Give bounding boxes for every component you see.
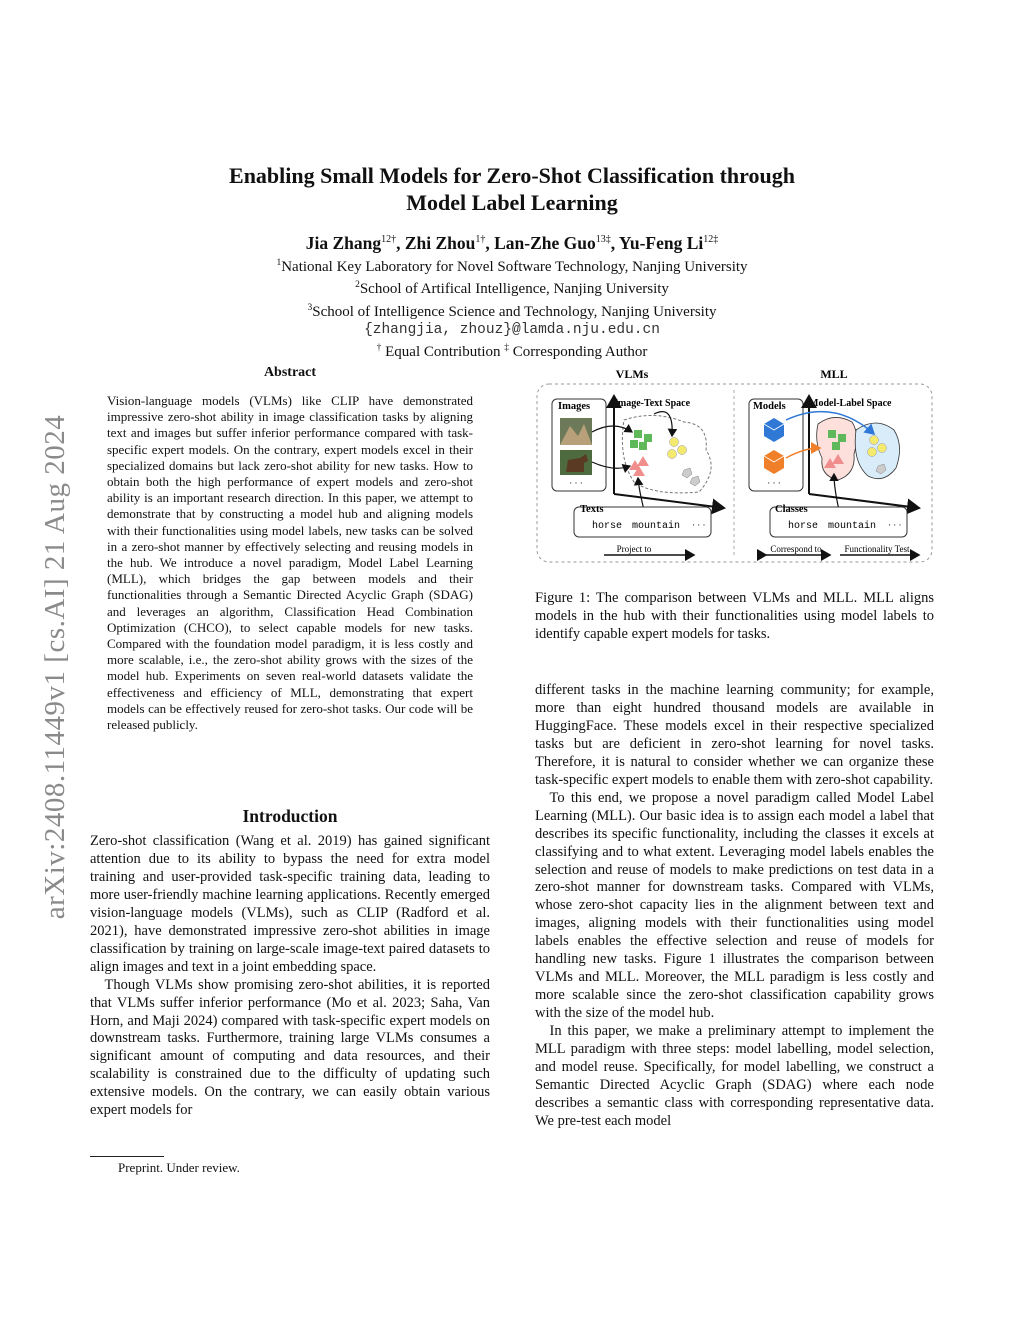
correspond-to-label: Correspond to <box>770 544 822 554</box>
paper-title <box>150 162 874 216</box>
texts-label: Texts <box>580 504 604 515</box>
yellow-dot <box>670 438 679 447</box>
text-arrow <box>654 412 672 436</box>
figure-1 <box>534 362 934 572</box>
author: Yu-Feng $Li^{12\ddagger}$ <box>618 233 719 253</box>
abstract-text: Vision-language models (VLMs) like CLIP have demonstrated impressive zero-shot ability in image classification tasks by aligning text and images but suffer inferior performance compared with task-specific expert models. On the contrary, expert models excel in their specialized domains but lack zero-shot ability for new tasks. How to obtain both the high performance of expert models and zero-shot ability is an important research direction. In this paper, we attempt to demonstrate that by constructing a model hub and aligning models with their functionalities using model labels, new tasks can be solved in a zero-shot manner by effectively selecting and reusing models in the hub. We introduce a novel paradigm, Model Label Learning (MLL), which bridges the gap between models and their functionalities through a Semantic Directed Acyclic Graph (SDAG) and leverages an algorithm, Classification Head Combination Optimization (CHCO), to select capable models for new tasks. Compared with the foundation model paradigm, it is less costly and more scalable, i.e., the zero-shot ability grows with the sizes of the model hub. Experiments on seven real-world datasets validate the effectiveness and efficiency of MLL, demonstrating that expert models can be effectively reused for zero-shot tasks. Our code will be released publicly. <box>107 393 473 733</box>
paragraph: Though VLMs show promising zero-shot abilities, it is reported that VLMs suffer inferior performance (Mo et al. 2023; Saha, Van Horn, and Maji 2024) compared with task-specific expert models on downstream tasks. Furthermore, training large VLMs consumes a significant amount of computing and data resources, and their scalability is constrained due to the difficulty of updating such extensive models. On the contrary, we can easily obtain various expert models for <box>90 976 490 1119</box>
yellow-dot <box>878 444 887 453</box>
vlms-label: VLMs <box>615 367 649 381</box>
author: Lan-Zhe Guo$^{13\ddagger}$, <box>494 233 619 253</box>
mountain-class: mountain <box>828 521 877 532</box>
green-square <box>639 442 647 450</box>
green-square <box>832 442 840 450</box>
pink-triangle <box>637 456 649 466</box>
affiliation: $^1$National Key Laboratory for Novel Software Technology, Nanjing University <box>276 258 748 275</box>
title-line-2: Model Label Learning <box>406 190 618 215</box>
classes-label: Classes <box>775 504 808 515</box>
images-ellipsis: · · · <box>569 478 583 488</box>
affiliation: $^3$School of Intelligence Science and Technology, Nanjing University <box>307 302 717 320</box>
paragraph: Zero-shot classification (Wang et al. 2019) has gained significant attention due to its ability to bypass the need for extra model training and user-provided task-specific training data, leading to more user-friendly machine learning applications. Recently emerged vision-language models (VLMs), such as CLIP (Radford et al. 2021), have demonstrated impressive zero-shot abilities in image classification by training on large-scale image-text paired datasets to align images and text in a joint embedding space. <box>90 833 490 975</box>
text-arrow <box>638 478 644 510</box>
models-ellipsis: · · · <box>767 478 781 488</box>
image-text-space-label: Image-Text Space <box>614 398 691 409</box>
paragraph: different tasks in the machine learning community; for example, more than eight hundred thousand models are available in HuggingFace. These models excel in their respective specialized tasks but are deficient in zero-shot learning for novel tasks. Therefore, it is natural to consider whether we can organize these task-specific expert models to enable them with zero-shot capability. <box>535 682 934 788</box>
horse-text: horse <box>592 521 623 532</box>
yellow-dot <box>868 448 877 457</box>
classes-ellipsis: · · · <box>888 520 902 530</box>
author: Jia Zhang$^{12\dagger}$, <box>305 233 405 253</box>
email-line[interactable]: {zhangjia, zhouz}@lamda.nju.edu.cn <box>364 321 660 338</box>
gray-pentagon <box>690 476 700 486</box>
figure-caption: Figure 1: The comparison between VLMs and MLL. MLL aligns models in the hub with their functionalities using model labels to identify capable expert models for tasks. <box>535 590 934 642</box>
x-axis <box>614 494 724 508</box>
image-arrow <box>592 462 630 468</box>
gray-pentagon <box>682 468 692 478</box>
images-label: Images <box>558 401 591 412</box>
yellow-dot <box>870 436 879 445</box>
yellow-dot <box>668 450 677 459</box>
affiliations <box>150 254 874 361</box>
footnote: Preprint. Under review. <box>118 1160 240 1175</box>
right-column-body <box>535 682 934 1131</box>
green-square <box>838 434 846 442</box>
contribution-note: † Equal Contribution ‡ Corresponding Author <box>376 343 648 361</box>
green-square <box>828 430 836 438</box>
paragraph: To this end, we propose a novel paradigm called Model Label Learning (MLL). Our basic idea is to assign each model a label that describes its specific functionality, including the classes it excels at classifying and to what extent. Leveraging model labels enables the selection and reuse of models to make predictions on test data in a zero-shot manner for downstream tasks. Compared with VLMs, whose zero-shot capacity lies in the alignment between text and images, aligning models with their functionalities using model labels enables the effective selection and reuse of models for handling new tasks. Figure 1 illustrates the comparison between VLMs and MLL. Moreover, the MLL paradigm is less costly and more scalable since the zero-shot classification capability grows with the size of the model hub. <box>535 789 934 1022</box>
image-arrow <box>592 426 632 432</box>
texts-ellipsis: · · · <box>692 520 706 530</box>
horse-class: horse <box>788 521 819 532</box>
mountain-text: mountain <box>632 521 681 532</box>
project-to-label: Project to <box>616 544 652 554</box>
green-square <box>630 440 638 448</box>
paragraph: In this paper, we make a preliminary attempt to implement the MLL paradigm with three steps: model labelling, model selection, and model reuse. Specifically, for model labelling, we construct a Semantic Directed Acyclic Graph (SDAG) where each node describes a semantic class with corresponding representative data. We pre-test each model <box>535 1023 934 1129</box>
author-list <box>150 229 874 254</box>
model-label-space-label: Model-Label Space <box>809 398 892 409</box>
green-square <box>644 434 652 442</box>
yellow-dot <box>678 446 687 455</box>
arxiv-identifier: arXiv:2408.11449v1 [cs.AI] 21 Aug 2024 <box>39 414 71 920</box>
mll-label: MLL <box>820 367 848 381</box>
models-label: Models <box>753 401 786 412</box>
author: Zhi Zhou$^{1\dagger}$, <box>404 233 495 253</box>
introduction-heading: Introduction <box>242 806 338 826</box>
left-column-body <box>90 833 490 1120</box>
affiliation: $^2$School of Artifical Intelligence, Nanjing University <box>355 280 669 298</box>
abstract-heading: Abstract <box>263 365 317 380</box>
green-square <box>634 430 642 438</box>
footnote-rule <box>90 1156 164 1157</box>
title-line-1: Enabling Small Models for Zero-Shot Classification through <box>229 163 795 188</box>
functionality-test-label: Functionality Test <box>844 544 910 554</box>
x-axis <box>809 494 919 508</box>
